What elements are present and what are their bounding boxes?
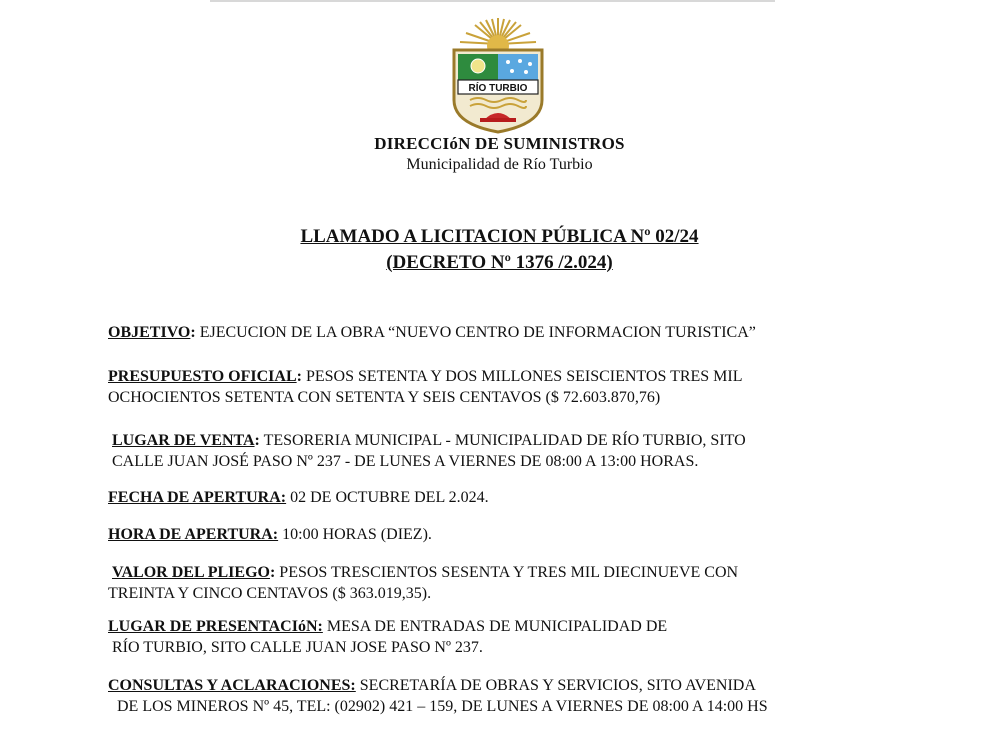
section-separator: : (269, 564, 276, 581)
emblem-text: RÍO TURBIO (468, 83, 528, 94)
section-valor-del-pliego (108, 562, 908, 604)
section-text: TESORERIA MUNICIPAL - MUNICIPALIDAD DE RÍO TURBIO, SITO (259, 432, 746, 449)
municipality-name: Municipalidad de Río Turbio (406, 156, 593, 173)
section-text: MESA DE ENTRADAS DE MUNICIPALIDAD DE (322, 618, 668, 635)
section-label: LUGAR DE PRESENTACIóN: (108, 618, 323, 635)
department-name: DIRECCIóN DE SUMINISTROS (374, 134, 625, 153)
section-separator: : (296, 368, 302, 385)
section-text: PESOS SETENTA Y DOS MILLONES SEISCIENTOS TRES MIL (301, 368, 743, 385)
title-line-1: LLAMADO A LICITACION PÚBLICA Nº 02/24 (300, 226, 699, 247)
section-text: 10:00 HORAS (DIEZ). (278, 526, 432, 543)
section-objetivo (108, 322, 908, 343)
section-label: LUGAR DE VENTA (112, 432, 255, 449)
section-text-continued: TREINTA Y CINCO CENTAVOS ($ 363.019,35). (108, 585, 432, 602)
rio-turbio-coat-of-arms-icon (448, 14, 548, 136)
section-text: PESOS TRESCIENTOS SESENTA Y TRES MIL DIECINUEVE CON (275, 564, 739, 581)
section-label: OBJETIVO (108, 324, 191, 341)
decree-reference (0, 252, 999, 274)
section-text-continued: RÍO TURBIO, SITO CALLE JUAN JOSE PASO Nº 237. (112, 639, 483, 656)
section-presupuesto-oficial (108, 366, 908, 408)
section-lugar-de-venta (108, 430, 908, 472)
section-fecha-de-apertura (108, 487, 908, 508)
section-label: VALOR DEL PLIEGO (112, 564, 270, 581)
section-lugar-de-presentacion (108, 616, 908, 658)
section-label: FECHA DE APERTURA: (108, 489, 287, 506)
top-border-line (210, 0, 775, 2)
section-label: CONSULTAS Y ACLARACIONES: (108, 677, 356, 694)
section-text: EJECUCION DE LA OBRA “NUEVO CENTRO DE INFORMACION TURISTICA” (195, 324, 756, 341)
section-label: HORA DE APERTURA: (108, 526, 279, 543)
section-separator: : (254, 432, 260, 449)
section-text-continued: DE LOS MINEROS Nº 45, TEL: (02902) 421 – 159, DE LUNES A VIERNES DE 08:00 A 14:00 HS (117, 698, 768, 715)
section-text: SECRETARÍA DE OBRAS Y SERVICIOS, SITO AVENIDA (355, 677, 756, 694)
section-consultas-y-aclaraciones (108, 675, 908, 717)
section-text-continued: OCHOCIENTOS SETENTA CON SETENTA Y SEIS CENTAVOS ($ 72.603.870,76) (108, 389, 661, 406)
section-label: PRESUPUESTO OFICIAL (108, 368, 297, 385)
section-hora-de-apertura (108, 524, 908, 545)
section-text-continued: CALLE JUAN JOSÉ PASO Nº 237 - DE LUNES A VIERNES DE 08:00 A 13:00 HORAS. (112, 453, 699, 470)
section-text: 02 DE OCTUBRE DEL 2.024. (286, 489, 489, 506)
title-line-2: (DECRETO Nº 1376 /2.024) (386, 252, 613, 273)
document-title (0, 226, 999, 248)
section-separator: : (190, 324, 196, 341)
